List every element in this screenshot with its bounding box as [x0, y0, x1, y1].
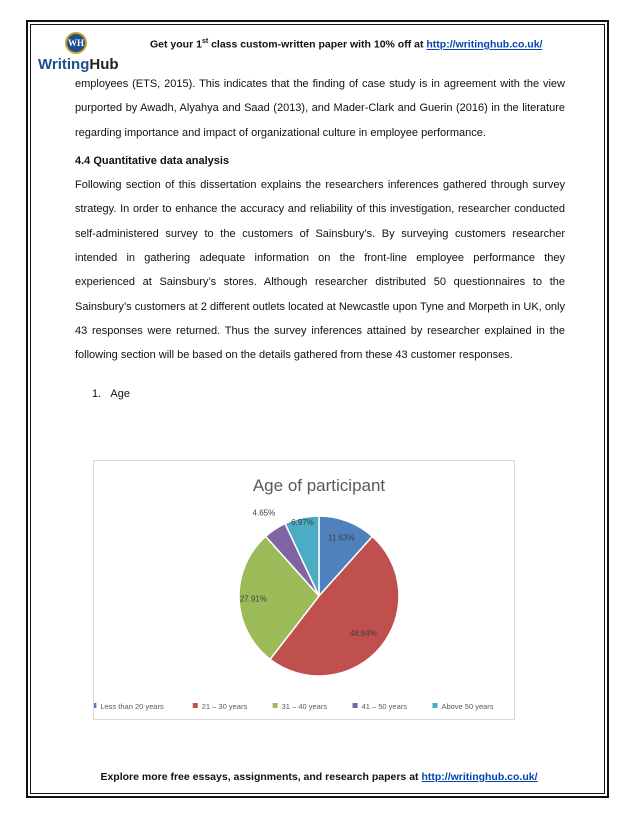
list-label: Age — [110, 388, 130, 400]
section-heading: 4.4 Quantitative data analysis — [75, 154, 230, 167]
paragraph-1: employees (ETS, 2015). This indicates that the finding of case study is in agreement with the view purported by Awadh, Alyahya and Saad (2013), and Mader-Clark and Guerin (2016) in the literature regarding importance and impact of organizational culture in employee performance. — [75, 78, 565, 139]
header-pre: Get your 1 — [150, 38, 202, 51]
footer-banner — [0, 771, 638, 783]
pie-label-1: 48.84% — [349, 628, 377, 638]
legend-swatch-3 — [353, 703, 358, 708]
logo-text-hub: Hub — [89, 56, 119, 73]
chart-title: Age of participant — [252, 476, 386, 495]
pie-label-0: 11.63% — [328, 533, 355, 543]
logo-text — [38, 56, 119, 73]
header-post: class custom-written paper with 10% off at — [208, 38, 427, 51]
legend-label-0: Less than 20 years — [100, 702, 164, 711]
pie-chart-svg — [94, 461, 514, 719]
legend-swatch-1 — [193, 703, 198, 708]
header-link[interactable]: http://writinghub.co.uk/ — [426, 38, 543, 51]
pie-label-4: 6.97% — [291, 517, 314, 527]
header-banner — [150, 38, 542, 51]
legend-label-3: 41 – 50 years — [361, 702, 408, 711]
list-number: 1. — [92, 388, 102, 400]
pie-label-2: 27.91% — [239, 594, 268, 604]
legend-label-1: 21 – 30 years — [201, 702, 248, 711]
header-sup: st — [201, 38, 209, 45]
logo-text-writing: Writing — [38, 56, 90, 73]
paragraph-2: Following section of this dissertation explains the researchers inferences gathered through survey strategy. In order to enhance the accuracy and reliability of this investigation, researcher conducted self-administered survey to the customers of Sainsbury’s. By surveying customers researcher intended in gathering adequate information on the front-line employee performance they experienced at Sainsbury’s stores. Although researcher distributed 50 questionnaires to the Sainsbury’s customers at 2 different outlets located at Newcastle upon Tyne and Morpeth in UK, only 43 responses were returned. Thus the survey inferences attained by researcher explained in the following section will be based on the details gathered from these 43 customer responses. — [75, 179, 565, 362]
footer-link[interactable]: http://writinghub.co.uk/ — [421, 771, 538, 783]
legend-label-4: Above 50 years — [441, 702, 494, 711]
logo-badge-icon: WH — [65, 32, 87, 54]
footer-text: Explore more free essays, assignments, and research papers at — [100, 771, 422, 783]
legend-swatch-0 — [94, 703, 96, 708]
pie-chart — [93, 460, 515, 720]
list-item-age — [92, 388, 130, 400]
legend-swatch-4 — [432, 703, 437, 708]
legend-swatch-2 — [273, 703, 278, 708]
document-body — [75, 72, 565, 368]
pie-label-3: 4.65% — [252, 508, 276, 518]
legend-label-2: 31 – 40 years — [281, 702, 328, 711]
